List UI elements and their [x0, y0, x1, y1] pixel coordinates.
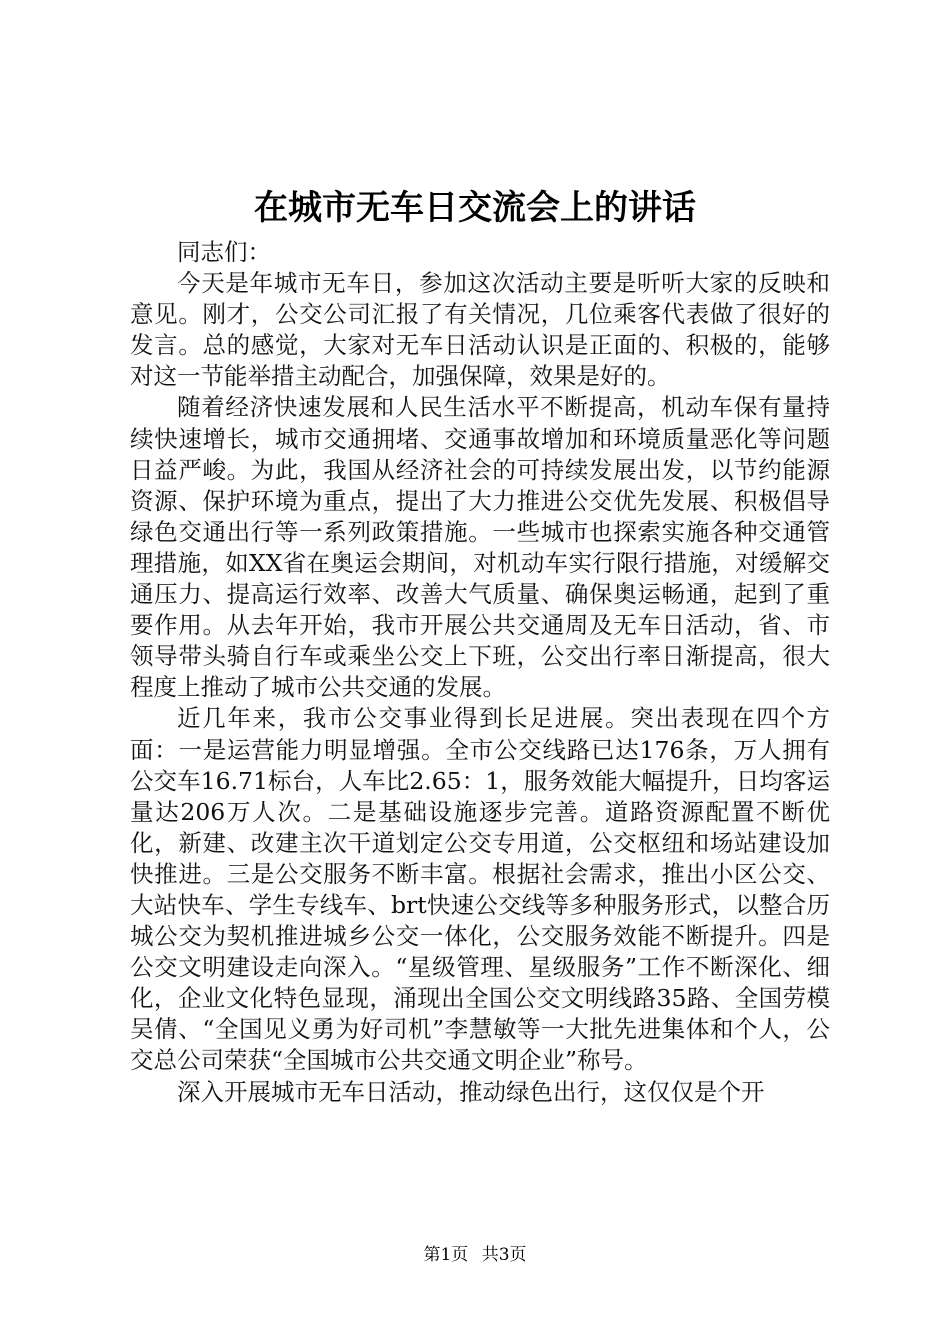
salutation-paragraph: 同志们：: [177, 238, 271, 266]
page-footer: [0, 1244, 950, 1266]
body-paragraph: 深入开展城市无车日活动，推动绿色出行，这仅仅是个开: [177, 1077, 765, 1106]
body-paragraph: 近几年来，我市公交事业得到长足进展。突出表现在四个方面：一是运营能力明显增强。全市公交线路已达176条，万人拥有公交车16.71标台，人车比2.65：1，服务效能大幅提升，日均客运量达206万人次。二是基础设施逐步完善。道路资源配置不断优化，新建、改建主次干道划定公交专用道，公交枢纽和场站建设加快推进。三是公交服务不断丰富。根据社会需求，推出小区公交、大站快车、学生专线车、brt快速公交线等多种服务形式，以整合历城公交为契机推进城乡公交一体化，公交服务效能不断提升。四是公交文明建设走向深入。“星级管理、星级服务”工作不断深化、细化，企业文化特色显现，涌现出全国公交文明线路35路、全国劳模吴倩、“全国见义勇为好司机”李慧敏等一大批先进集体和个人，公交总公司荣获“全国城市公共交通文明企业”称号。: [130, 704, 830, 1075]
document-body: [130, 237, 830, 1108]
body-paragraph: 今天是年城市无车日，参加这次活动主要是听听大家的反映和意见。刚才，公交公司汇报了有关情况，几位乘客代表做了很好的发言。总的感觉，大家对无车日活动认识是正面的、积极的，能够对这一节能举措主动配合，加强保障，效果是好的。: [130, 269, 830, 391]
document-title: 在城市无车日交流会上的讲话: [254, 188, 696, 228]
body-paragraph: 随着经济快速发展和人民生活水平不断提高，机动车保有量持续快速增长，城市交通拥堵、交通事故增加和环境质量恶化等问题日益严峻。为此，我国从经济社会的可持续发展出发，以节约能源资源、保护环境为重点，提出了大力推进公交优先发展、积极倡导绿色交通出行等一系列政策措施。一些城市也探索实施各种交通管理措施，如XX省在奥运会期间，对机动车实行限行措施，对缓解交通压力、提高运行效率、改善大气质量、确保奥运畅通，起到了重要作用。从去年开始，我市开展公共交通周及无车日活动，省、市领导带头骑自行车或乘坐公交上下班，公交出行率日渐提高，很大程度上推动了城市公共交通的发展。: [130, 393, 830, 702]
page-total: 共3页: [481, 1245, 527, 1265]
page-number: 第1页: [423, 1245, 469, 1265]
